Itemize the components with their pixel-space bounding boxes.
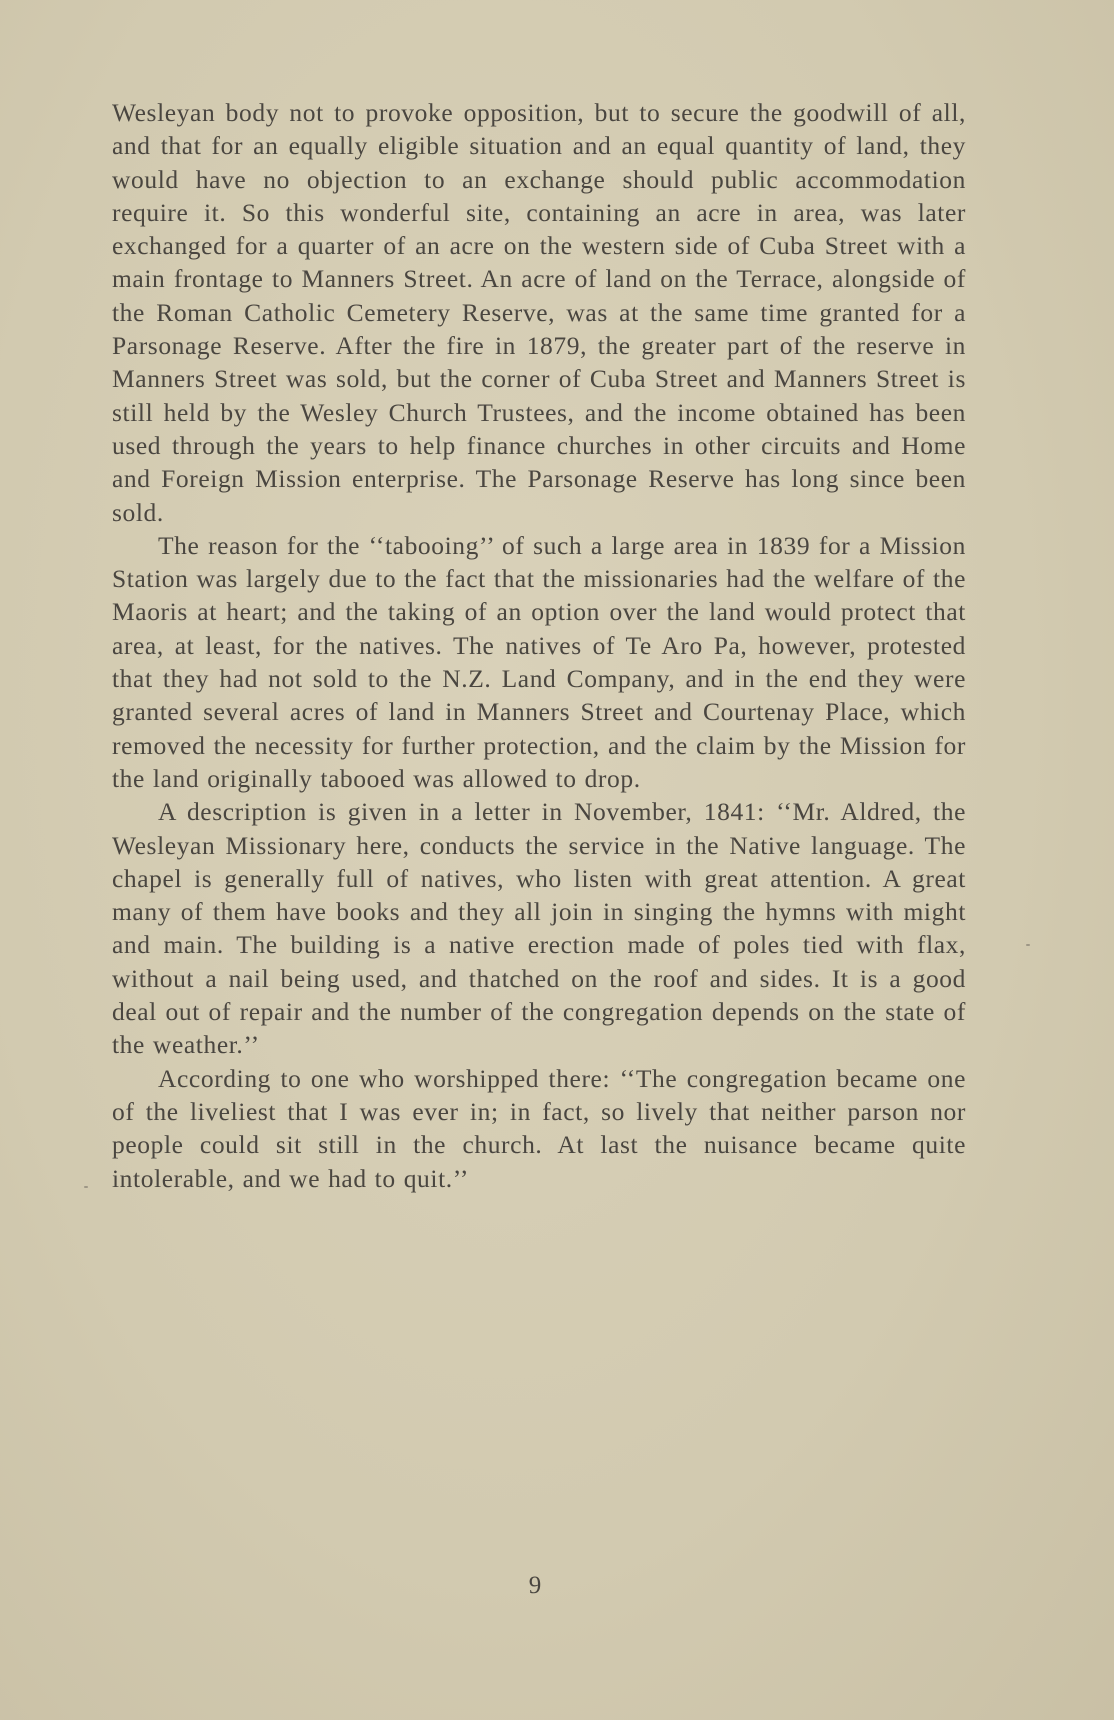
paragraph-1: Wesleyan body not to provoke opposition, but to secure the goodwill of all, and that for an equally eligible situation and an equal quantity of land, they would have no objection to an exchange should public accommodation require it. So this wonderful site, containing an acre in area, was later exchanged for a quarter of an acre on the western side of Cuba Street with a main frontage to Manners Street. An acre of land on the Terrace, alongside of the Roman Catholic Cemetery Reserve, was at the same time granted for a Parsonage Reserve. After the fire in 1879, the greater part of the reserve in Manners Street was sold, but the corner of Cuba Street and Manners Street is still held by the Wesley Church Trustees, and the income obtained has been used through the years to help finance churches in other circuits and Home and Foreign Mission enterprise. The Parsonage Reserve has long since been sold.	[112, 98, 966, 527]
paragraph-4: According to one who worshipped there: ‘‘The congregation became one of the liveliest that I was ever in; in fact, so lively that neither parson nor people could sit still in the church. At last the nuisance became quite intolerable, and we had to quit.’’	[112, 1063, 966, 1193]
body-text	[112, 96, 966, 1195]
paper-speck	[84, 1186, 88, 1188]
paragraph-3: A description is given in a letter in November, 1841: ‘‘Mr. Aldred, the Wesleyan Missionary here, conducts the service in the Native language. The chapel is generally full of natives, who listen with great attention. A great many of them have books and they all join in singing the hymns with might and main. The building is a native erection made of poles tied with flax, without a nail being used, and thatched on the roof and sides. It is a good deal out of repair and the number of the congregation depends on the state of the weather.’’	[112, 797, 966, 1060]
page-number: 9	[528, 1572, 542, 1599]
paper-speck	[1026, 944, 1030, 946]
paragraph-2: The reason for the ‘‘tabooing’’ of such a large area in 1839 for a Mission Station was largely due to the fact that the missionaries had the welfare of the Maoris at heart; and the taking of an option over the land would protect that area, at least, for the natives. The natives of Te Aro Pa, however, protested that they had not sold to the N.Z. Land Company, and in the end they were granted several acres of land in Manners Street and Courtenay Place, which removed the necessity for further protection, and the claim by the Mission for the land originally tabooed was allowed to drop.	[112, 530, 966, 793]
